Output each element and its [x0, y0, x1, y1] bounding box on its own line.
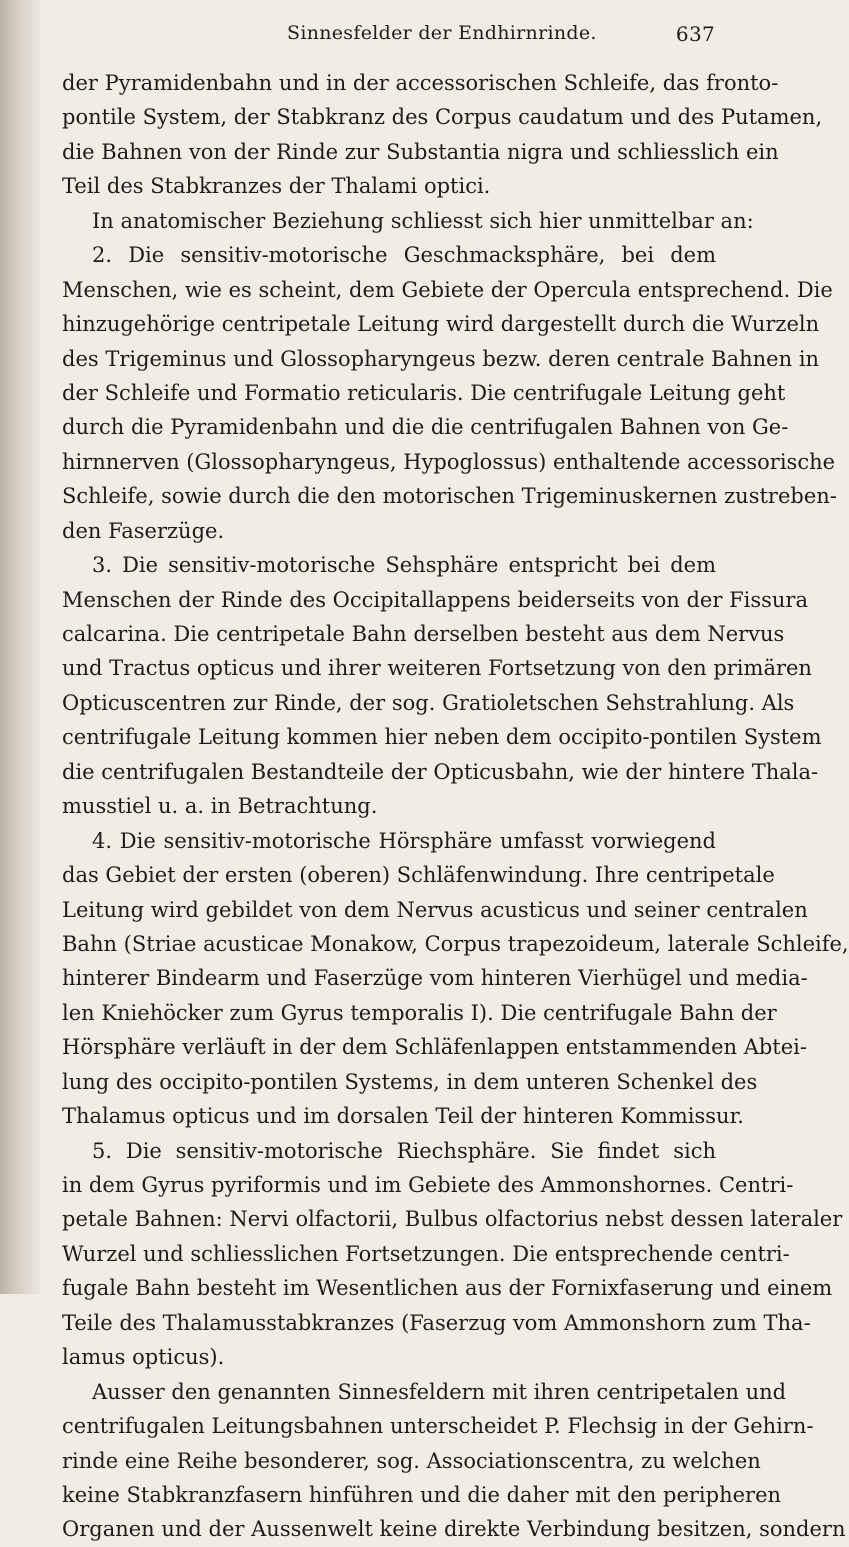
- text-line: Schleife, sowie durch die den motorischen Trigeminuskernen zustreben-: [62, 484, 837, 509]
- running-header: [275, 22, 715, 48]
- text-line: Thalamus opticus und im dorsalen Teil der hinteren Kommissur.: [62, 1104, 744, 1129]
- section-heading-line: 5. Die sensitiv-motorische Riechsphäre. Sie findet sich: [92, 1138, 716, 1163]
- section-heading-line: 4. Die sensitiv-motorische Hörsphäre umfasst vorwiegend: [92, 828, 716, 853]
- text-line: Organen und der Aussenwelt keine direkte Verbindung besitzen, sondern: [62, 1517, 846, 1542]
- running-head-title: Sinnesfelder der Endhirnrinde.: [287, 22, 597, 44]
- text-line: Hörsphäre verläuft in der dem Schläfenlappen entstammenden Abtei-: [62, 1035, 807, 1060]
- text-line: Teil des Stabkranzes der Thalami optici.: [62, 174, 491, 199]
- text-line: der Pyramidenbahn und in der accessorischen Schleife, das fronto-: [62, 71, 779, 95]
- text-line: Ausser den genannten Sinnesfeldern mit ihren centripetalen und: [92, 1379, 787, 1404]
- text-line: fugale Bahn besteht im Wesentlichen aus der Fornixfaserung und einem: [62, 1276, 833, 1301]
- text-line: Menschen der Rinde des Occipitallappens beiderseits von der Fissura: [62, 587, 808, 612]
- text-line: die Bahnen von der Rinde zur Substantia nigra und schliesslich ein: [62, 139, 779, 164]
- section-heading-line: 2. Die sensitiv-motorische Geschmacksphäre, bei dem: [92, 243, 716, 268]
- text-line: pontile System, der Stabkranz des Corpus caudatum und des Putamen,: [62, 105, 823, 130]
- text-line: petale Bahnen: Nervi olfactorii, Bulbus olfactorius nebst dessen lateraler: [62, 1207, 843, 1232]
- text-line: des Trigeminus und Glossopharyngeus bezw. deren centrale Bahnen in: [62, 346, 820, 371]
- text-line: Teile des Thalamusstabkranzes (Faserzug vom Ammonshorn zum Tha-: [62, 1310, 811, 1335]
- section-heading-line: 3. Die sensitiv-motorische Sehsphäre entspricht bei dem: [92, 553, 716, 578]
- text-line: Menschen, wie es scheint, dem Gebiete der Opercula entsprechend. Die: [62, 277, 833, 302]
- text-line: lamus opticus).: [62, 1345, 225, 1370]
- text-line: hinzugehörige centripetale Leitung wird dargestellt durch die Wurzeln: [62, 312, 820, 337]
- text-line: das Gebiet der ersten (oberen) Schläfenwindung. Ihre centripetale: [62, 863, 775, 888]
- text-line: Opticuscentren zur Rinde, der sog. Gratioletschen Sehstrahlung. Als: [62, 690, 795, 715]
- body-text: [62, 66, 849, 1547]
- text-line: hirnnerven (Glossopharyngeus, Hypoglossus) enthaltende accessorische: [62, 449, 836, 474]
- text-line: den Faserzüge.: [62, 518, 225, 543]
- text-line: Wurzel und schliesslichen Fortsetzungen. Die entsprechende centri-: [62, 1241, 790, 1266]
- text-line: centrifugale Leitung kommen hier neben dem occipito-pontilen System: [62, 725, 822, 750]
- text-line: durch die Pyramidenbahn und die die centrifugalen Bahnen von Ge-: [62, 415, 789, 440]
- page-number: 637: [675, 22, 715, 46]
- text-line: Leitung wird gebildet von dem Nervus acusticus und seiner centralen: [62, 897, 808, 922]
- text-line: keine Stabkranzfasern hinführen und die daher mit den peripheren: [62, 1482, 782, 1507]
- text-line: der Schleife und Formatio reticularis. Die centrifugale Leitung geht: [62, 380, 786, 405]
- text-line: die centrifugalen Bestandteile der Opticusbahn, wie der hintere Thala-: [62, 759, 819, 784]
- text-line: centrifugalen Leitungsbahnen unterscheidet P. Flechsig in der Gehirn-: [62, 1414, 814, 1439]
- page-binding-shadow: [0, 0, 40, 1294]
- text-line: in dem Gyrus pyriformis und im Gebiete des Ammonshornes. Centri-: [62, 1173, 794, 1197]
- text-line: hinterer Bindearm und Faserzüge vom hinteren Vierhügel und media-: [62, 966, 808, 991]
- text-line: In anatomischer Beziehung schliesst sich hier unmittelbar an:: [92, 208, 754, 233]
- text-line: und Tractus opticus und ihrer weiteren Fortsetzung von den primären: [62, 656, 812, 681]
- text-line: musstiel u. a. in Betrachtung.: [62, 794, 378, 819]
- text-line: calcarina. Die centripetale Bahn derselben besteht aus dem Nervus: [62, 622, 785, 646]
- text-line: Bahn (Striae acusticae Monakow, Corpus trapezoideum, laterale Schleife,: [62, 931, 849, 956]
- text-line: len Kniehöcker zum Gyrus temporalis I). Die centrifugale Bahn der: [62, 1000, 777, 1025]
- text-line: rinde eine Reihe besonderer, sog. Associationscentra, zu welchen: [62, 1448, 761, 1473]
- text-line: lung des occipito-pontilen Systems, in dem unteren Schenkel des: [62, 1069, 758, 1094]
